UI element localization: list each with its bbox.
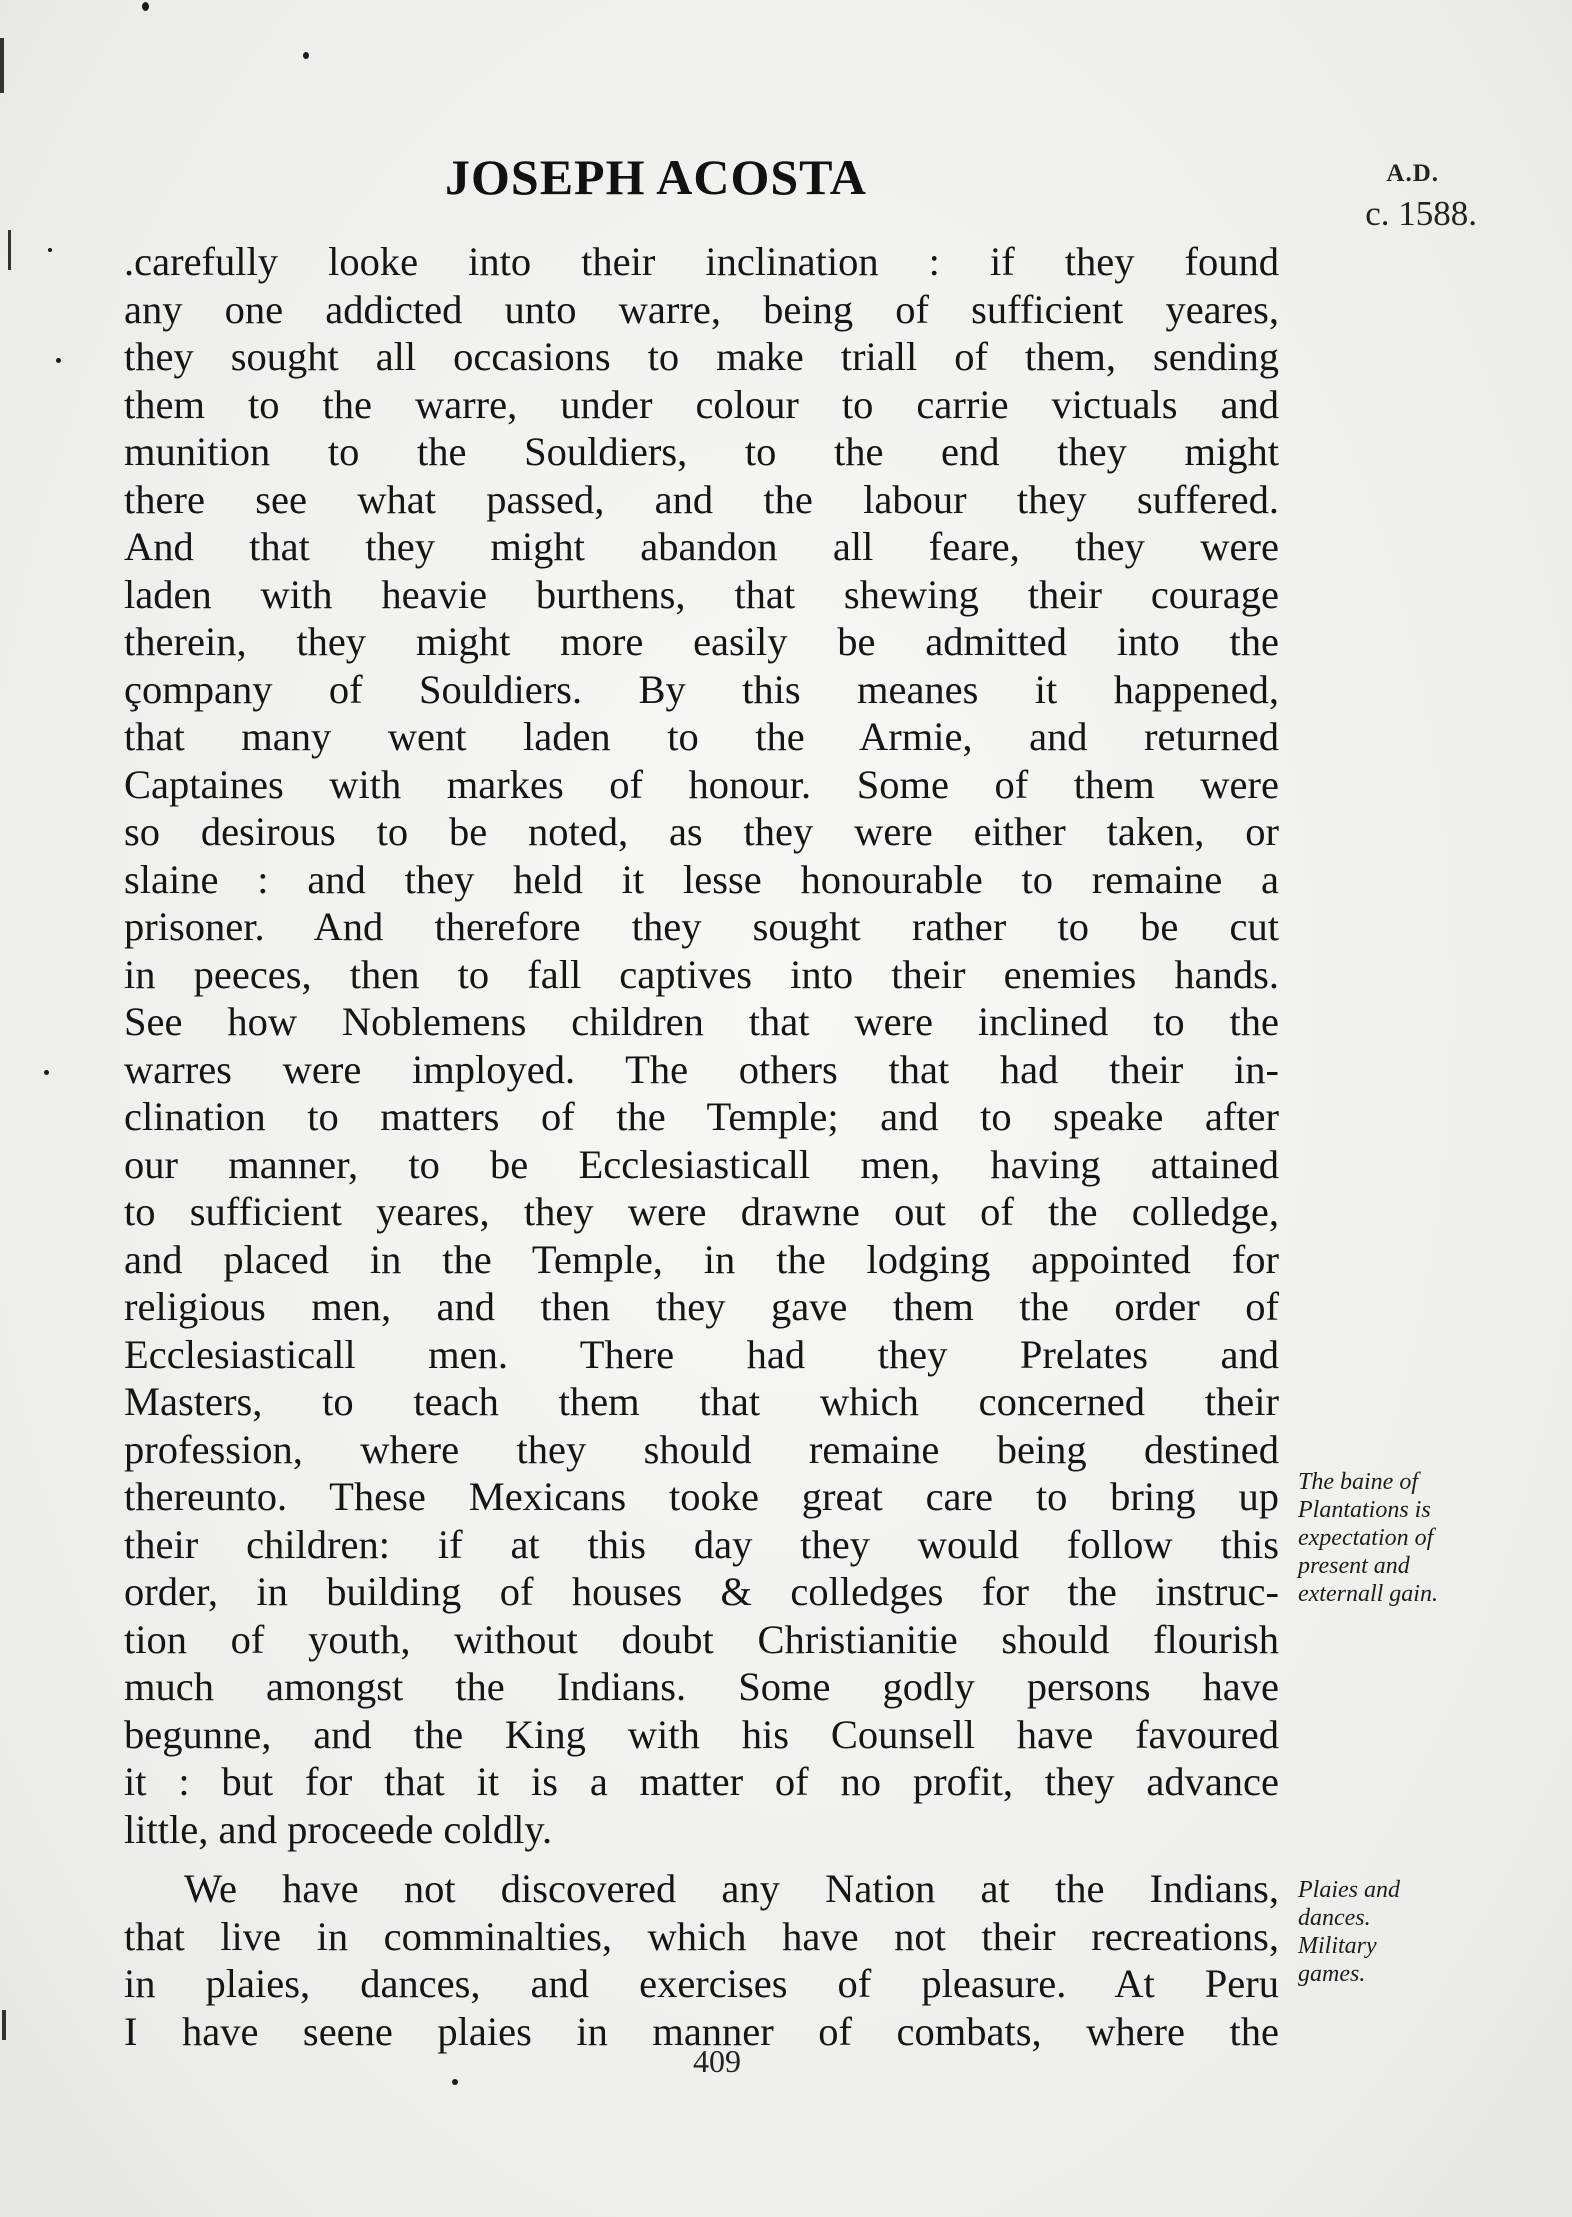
scan-speck [48, 248, 52, 252]
text-line: so desirous to be noted, as they were either taken, or [124, 809, 1279, 854]
text-line: thereunto. These Mexicans tooke great care to bring up [124, 1474, 1279, 1519]
text-line: laden with heavie burthens, that shewing their courage [124, 571, 1279, 617]
scan-speck [142, 2, 149, 11]
note-line: games. [1298, 1961, 1366, 1987]
main-text-block [124, 238, 1279, 2055]
text-line: there see what passed, and the labour they suffered. [124, 476, 1279, 522]
text-line: religious men, and then they gave them the order of [124, 1284, 1279, 1329]
scan-speck [452, 2079, 458, 2085]
text-line: in plaies, dances, and exercises of pleasure. At Peru [124, 1961, 1279, 2006]
text-line: prisoner. And therefore they sought rather to be cut [124, 904, 1279, 949]
text-line: And that they might abandon all feare, they were [124, 524, 1279, 569]
text-line: therein, they might more easily be admitted into the [124, 619, 1279, 664]
date-label: A.D. [1386, 160, 1439, 187]
date-value: c. 1588. [1365, 194, 1477, 233]
scan-edge-mark [0, 38, 4, 93]
text-line: little, and proceede coldly. [124, 1806, 553, 1852]
text-line: much amongst the Indians. Some godly persons have [124, 1664, 1279, 1709]
scan-speck [303, 52, 309, 59]
text-line: We have not discovered any Nation at the Indians, [184, 1866, 1279, 1911]
text-line: tion of youth, without doubt Christianitie should flourish [124, 1616, 1279, 1662]
text-line: warres were imployed. The others that had their in- [124, 1046, 1279, 1092]
text-line: any one addicted unto warre, being of sufficient yeares, [124, 286, 1279, 332]
text-line: and placed in the Temple, in the lodging appointed for [124, 1236, 1279, 1282]
note-line: Plaies and [1298, 1877, 1400, 1903]
text-line: Masters, to teach them that which concerned their [124, 1379, 1279, 1424]
text-line: their children: if at this day they would follow this [124, 1521, 1279, 1567]
text-line: it : but for that it is a matter of no profit, they advance [124, 1759, 1279, 1804]
scan-edge-mark [8, 230, 11, 270]
note-line: The baine of [1298, 1469, 1418, 1495]
text-line: to sufficient yeares, they were drawne out of the colledge, [124, 1189, 1279, 1234]
margin-note-plantations [1298, 1468, 1508, 1608]
text-line: that many went laden to the Armie, and returned [124, 714, 1279, 759]
text-line: clination to matters of the Temple; and to speake after [124, 1094, 1279, 1139]
text-line: See how Noblemens children that were inclined to the [124, 999, 1279, 1044]
text-line: begunne, and the King with his Counsell have favoured [124, 1711, 1279, 1757]
note-line: dances. [1298, 1905, 1371, 1931]
note-line: expectation of [1298, 1525, 1434, 1551]
note-line: Plantations is [1298, 1497, 1431, 1523]
text-line: that live in comminalties, which have not their recreations, [124, 1913, 1279, 1959]
page-number: 409 [693, 2043, 741, 2079]
text-line: order, in building of houses & colledges for the instruc- [124, 1569, 1279, 1614]
text-line: I have seene plaies in manner of combats, where the [124, 2008, 1279, 2054]
text-line: Ecclesiasticall men. There had they Prelates and [124, 1331, 1279, 1377]
note-line: externall gain. [1298, 1581, 1438, 1607]
scan-speck [56, 358, 61, 363]
margin-note-plaies [1298, 1876, 1468, 1988]
text-line: they sought all occasions to make triall of them, sending [124, 334, 1279, 379]
text-line: slaine : and they held it lesse honourable to remaine a [124, 856, 1279, 902]
text-line: çompany of Souldiers. By this meanes it happened, [124, 666, 1279, 712]
note-line: Military [1298, 1933, 1377, 1959]
running-header-date [1365, 160, 1477, 234]
paragraph-gap [124, 1853, 1279, 1865]
running-header-title: JOSEPH ACOSTA [445, 149, 867, 205]
text-line: munition to the Souldiers, to the end they might [124, 429, 1279, 474]
text-line: in peeces, then to fall captives into their enemies hands. [124, 951, 1279, 997]
note-line: present and [1298, 1553, 1410, 1579]
text-line: our manner, to be Ecclesiasticall men, having attained [124, 1141, 1279, 1187]
scan-edge-mark [2, 2010, 6, 2040]
text-line: Captaines with markes of honour. Some of them were [124, 761, 1279, 807]
text-line: profession, where they should remaine being destined [124, 1426, 1279, 1472]
text-line: .carefully looke into their inclination : if they found [124, 239, 1279, 284]
scan-speck [44, 1070, 49, 1075]
text-line: them to the warre, under colour to carrie victuals and [124, 381, 1279, 427]
